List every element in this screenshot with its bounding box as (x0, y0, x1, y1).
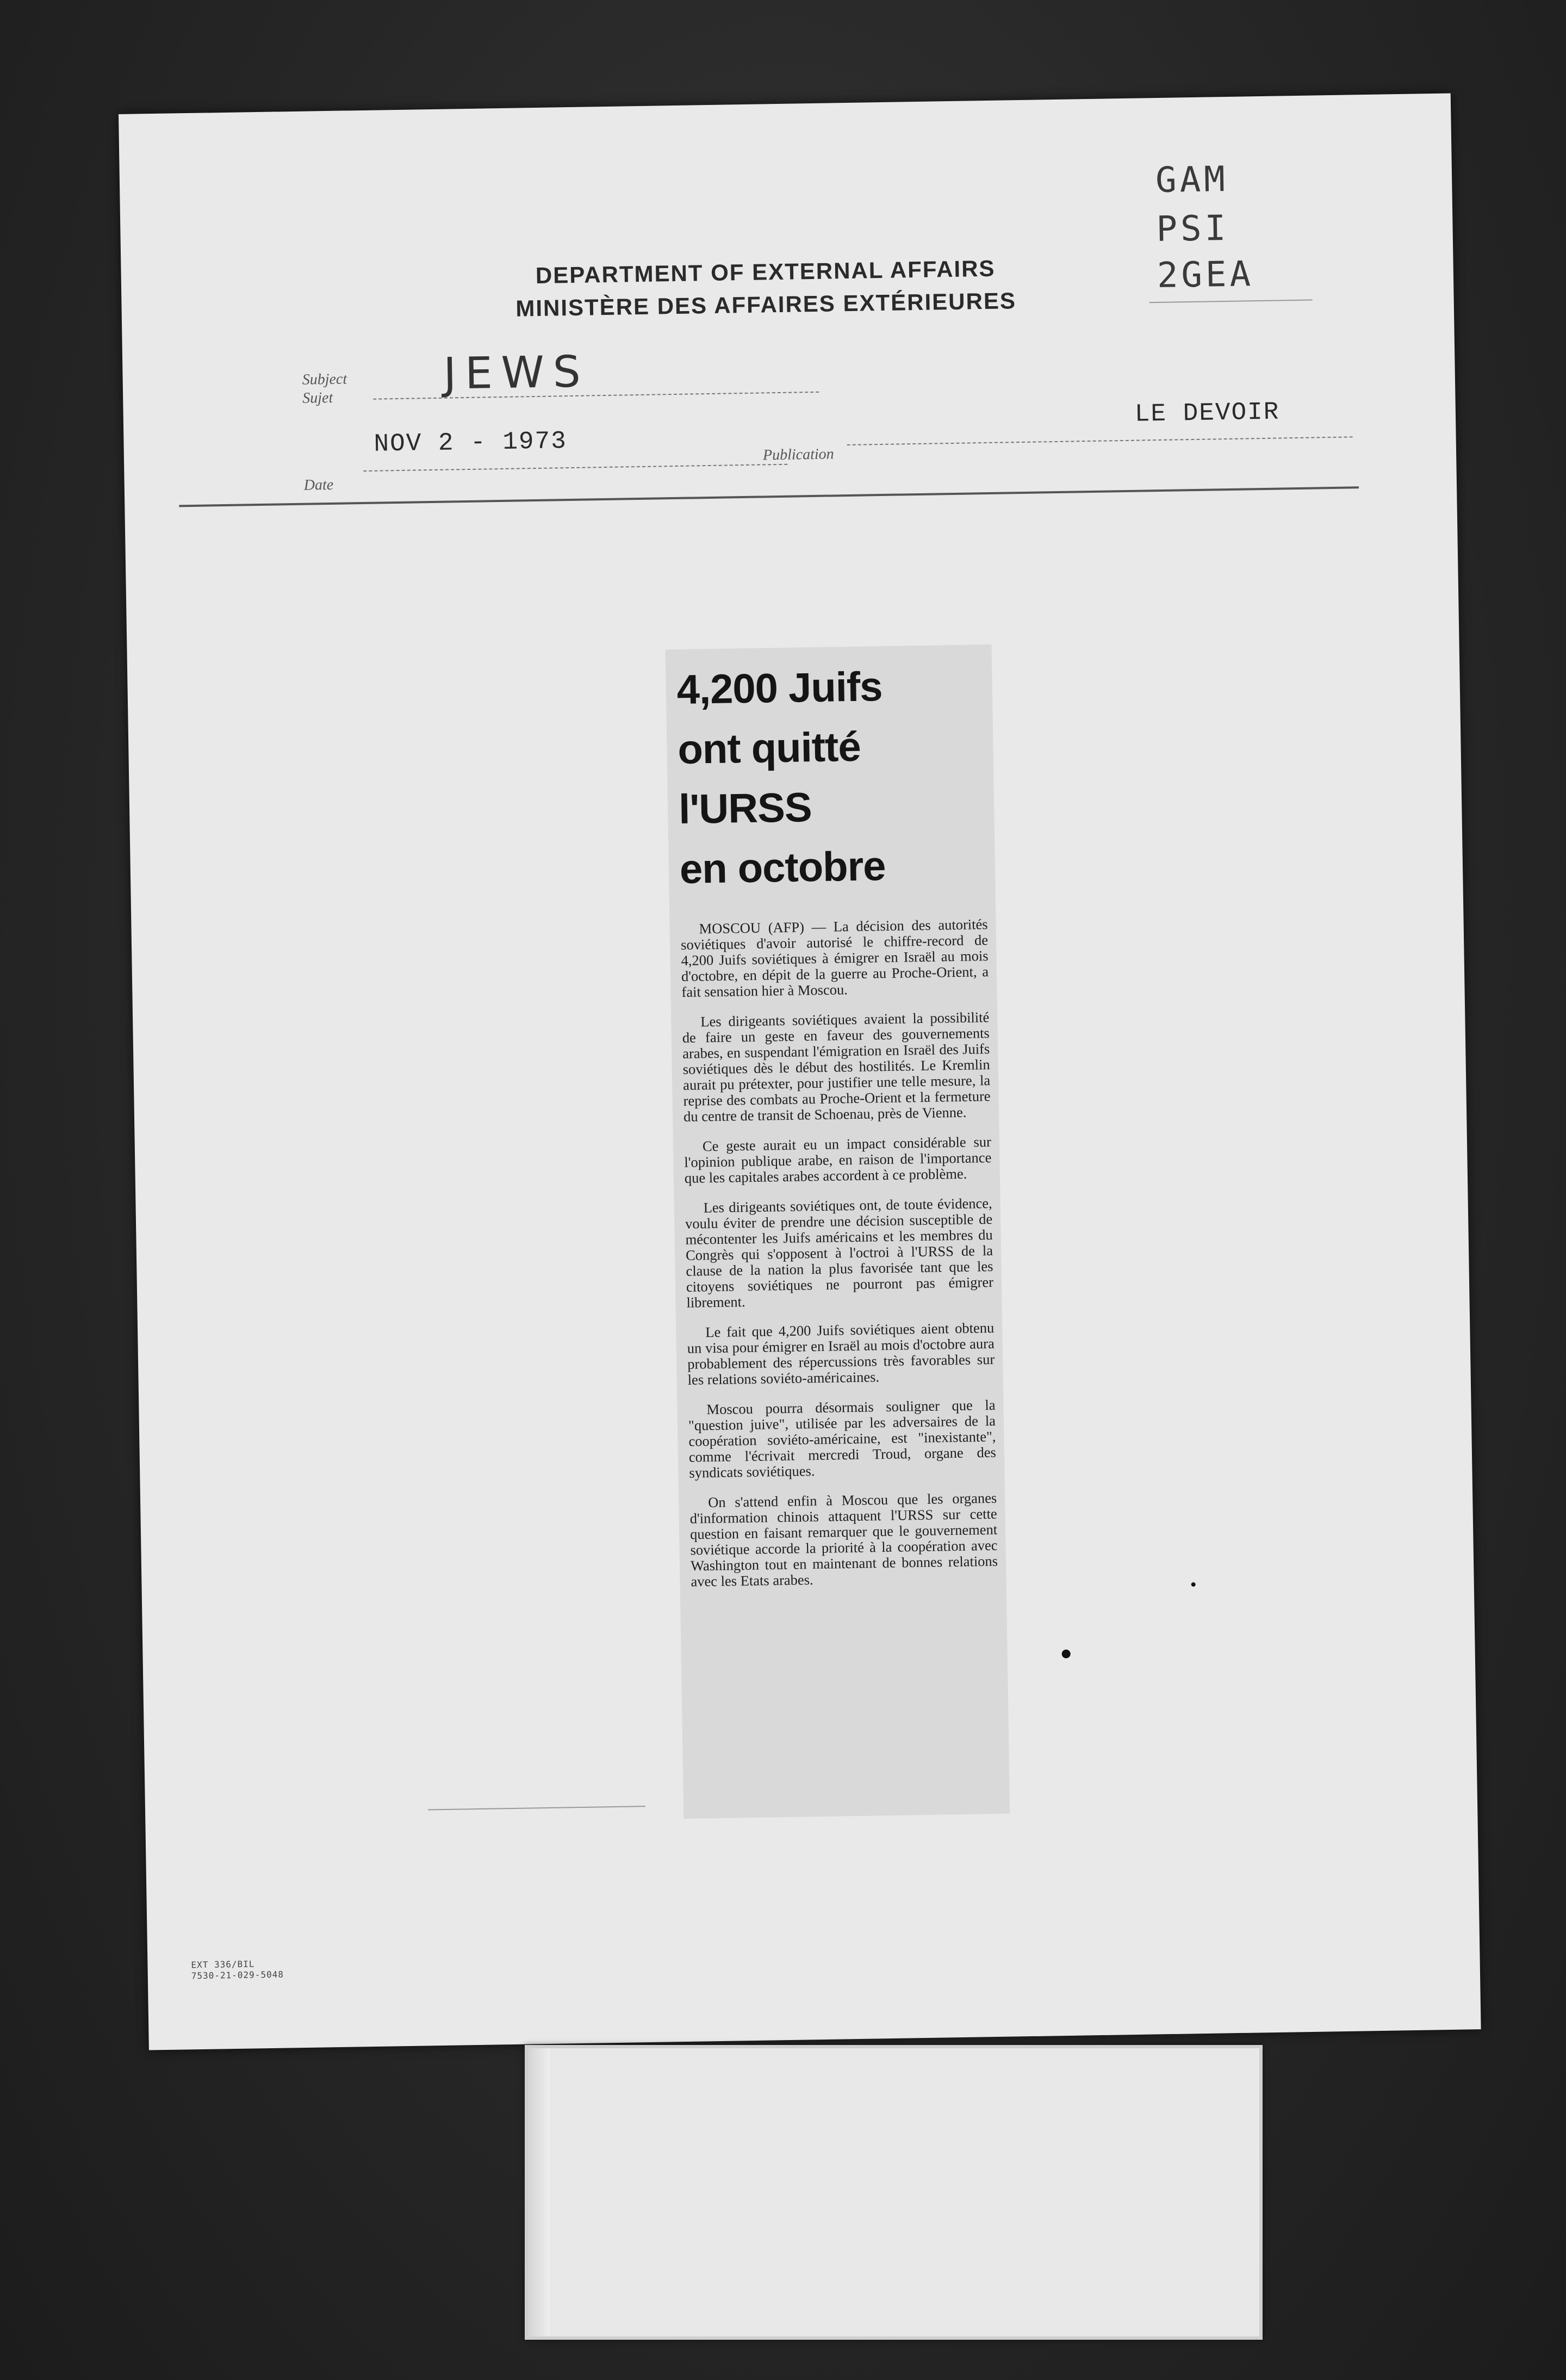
date-line (363, 464, 787, 472)
clipping-form-sheet (119, 94, 1481, 2050)
form-code-line-1: EXT 336/BIL (191, 1958, 255, 1970)
department-name-english: DEPARTMENT OF EXTERNAL AFFAIRS (535, 255, 996, 288)
article-paragraph: MOSCOU (AFP) — La décision des autorités soviétiques d'avoir autorisé le chiffre-record de 4,200 Juifs soviétiques à émigrer en Israël au mois d'octobre, en dépit de la guerre au Proche-Orient, a fait sensation hier à Moscou. (680, 916, 989, 1000)
date-value: NOV 2 - 1973 (374, 427, 568, 458)
subject-line (373, 392, 819, 400)
subject-label-french: Sujet (302, 389, 333, 407)
date-label: Date (303, 476, 334, 494)
newspaper-clipping (666, 644, 1010, 1819)
header-divider (179, 486, 1359, 507)
article-paragraph: On s'attend enfin à Moscou que les organes d'information chinois attaquent l'URSS sur cette question en faisant remarquer que le gouvernement soviétique accorde la priorité à la coopération avec Washington tout en maintenant de bonnes relations avec les Etats arabes. (689, 1489, 998, 1590)
publication-line (847, 436, 1353, 445)
annotation-line-1: GAM (1155, 159, 1229, 201)
headline-line-1: 4,200 Juifs (676, 664, 883, 713)
ink-dot (1062, 1650, 1071, 1658)
subject-label-english: Subject (302, 370, 347, 388)
article-paragraph: Les dirigeants soviétiques ont, de toute évidence, voulu éviter de prendre une décision susceptible de mécontenter les Juifs américains et les membres du Congrès qui s'opposent à l'octroi à l'URSS de la clause de la nation la plus favorisée tant que les citoyens soviétiques ne pourront pas émigrer librement. (685, 1195, 994, 1311)
form-code-line-2: 7530-21-029-5048 (191, 1969, 284, 1981)
department-name-french: MINISTÈRE DES AFFAIRES EXTÉRIEURES (515, 288, 1017, 321)
form-code (191, 1958, 284, 1982)
publication-label: Publication (762, 445, 834, 464)
article-paragraph: Les dirigeants soviétiques avaient la possibilité de faire un geste en faveur des gouvernements arabes, en suspendant l'émigration en Israël des Juifs soviétiques dès le début des hostilités. Le Kremlin aurait pu prétexter, pour justifier une telle mesure, la reprise des combats au Proche-Orient et la fermeture du centre de transit de Schoenau, près de Vienne. (682, 1009, 991, 1125)
subject-value: JEWS (443, 346, 590, 399)
article-paragraph: Le fait que 4,200 Juifs soviétiques aient obtenu un visa pour émigrer en Israël au mois d'octobre aura probablement des répercussions très favorables sur les relations soviéto-américaines. (687, 1319, 995, 1388)
article-body (680, 916, 998, 1604)
annotation-line-3: 2GEA (1157, 254, 1254, 296)
slip-left-edge (528, 2048, 550, 2336)
headline-line-3: l'URSS (678, 784, 812, 833)
annotation-line-2: PSI (1155, 208, 1229, 250)
publication-value: LE DEVOIR (1134, 398, 1280, 429)
blank-paper-slip (525, 2045, 1263, 2340)
headline-line-2: ont quitté (677, 723, 861, 773)
stray-pencil-line (428, 1806, 645, 1810)
headline-line-4: en octobre (679, 843, 886, 892)
ink-dot (1191, 1582, 1196, 1586)
article-headline (676, 655, 985, 900)
article-paragraph: Moscou pourra désormais souligner que la "question juive", utilisée par les adversaires de la coopération soviéto-américaine, est "inexistante", comme l'écrivait mercredi Troud, organe des syndicats soviétiques. (688, 1396, 997, 1481)
article-paragraph: Ce geste aurait eu un impact considérable sur l'opinion publique arabe, en raison de l'importance que les capitales arabes accordent à ce problème. (684, 1133, 992, 1186)
